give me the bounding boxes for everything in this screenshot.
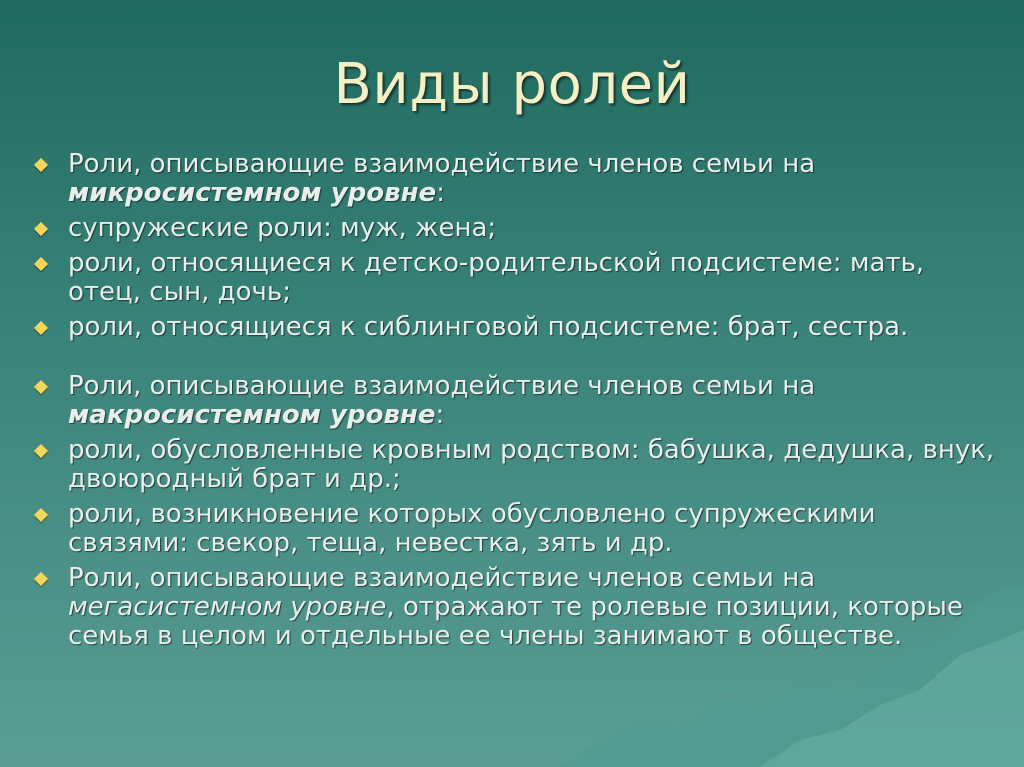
list-item — [30, 372, 1000, 430]
item-emphasis: микросистемном уровне — [68, 178, 437, 208]
diamond-bullet-icon — [34, 257, 48, 271]
diamond-bullet-icon — [34, 380, 48, 394]
bullet-list — [30, 150, 1000, 651]
diamond-bullet-icon — [34, 222, 48, 236]
item-text: супружеские роли: муж, жена; — [68, 213, 497, 243]
item-text: Роли, описывающие взаимодействие членов семьи на — [68, 563, 816, 593]
list-item — [30, 249, 1000, 307]
item-text: роли, относящиеся к сиблинговой подсистеме: брат, сестра. — [68, 312, 909, 342]
list-item — [30, 436, 1000, 494]
item-text: роли, относящиеся к детско-родительской подсистеме: мать, отец, сын, дочь; — [68, 248, 925, 307]
diamond-bullet-icon — [34, 572, 48, 586]
item-emphasis: макросистемном уровне — [68, 400, 436, 430]
diamond-bullet-icon — [34, 508, 48, 522]
page-title: Виды ролей — [333, 52, 691, 117]
item-text-end: : — [435, 400, 445, 430]
diamond-bullet-icon — [34, 444, 48, 458]
item-emphasis: мегасистемном уровне — [68, 592, 387, 622]
list-item — [30, 214, 1000, 243]
item-text: роли, обусловленные кровным родством: бабушка, дедушка, внук, двоюродный брат и др.; — [68, 435, 995, 494]
list-item — [30, 150, 1000, 208]
spacer — [30, 342, 1000, 372]
list-item — [30, 564, 1000, 651]
item-text: Роли, описывающие взаимодействие членов семьи на — [68, 149, 816, 179]
item-text-end: , отражают те ролевые позиции, которые семья в целом и отдельные ее члены занимают в обществе. — [68, 592, 963, 651]
list-item — [30, 500, 1000, 558]
item-text-end: : — [436, 178, 445, 208]
diamond-bullet-icon — [34, 321, 48, 335]
list-item — [30, 313, 1000, 342]
item-text: Роли, описывающие взаимодействие членов семьи на — [68, 371, 816, 401]
item-text: роли, возникновение которых обусловлено супружескими связями: свекор, теща, невестка, зять и др. — [68, 499, 876, 558]
diamond-bullet-icon — [34, 158, 48, 172]
